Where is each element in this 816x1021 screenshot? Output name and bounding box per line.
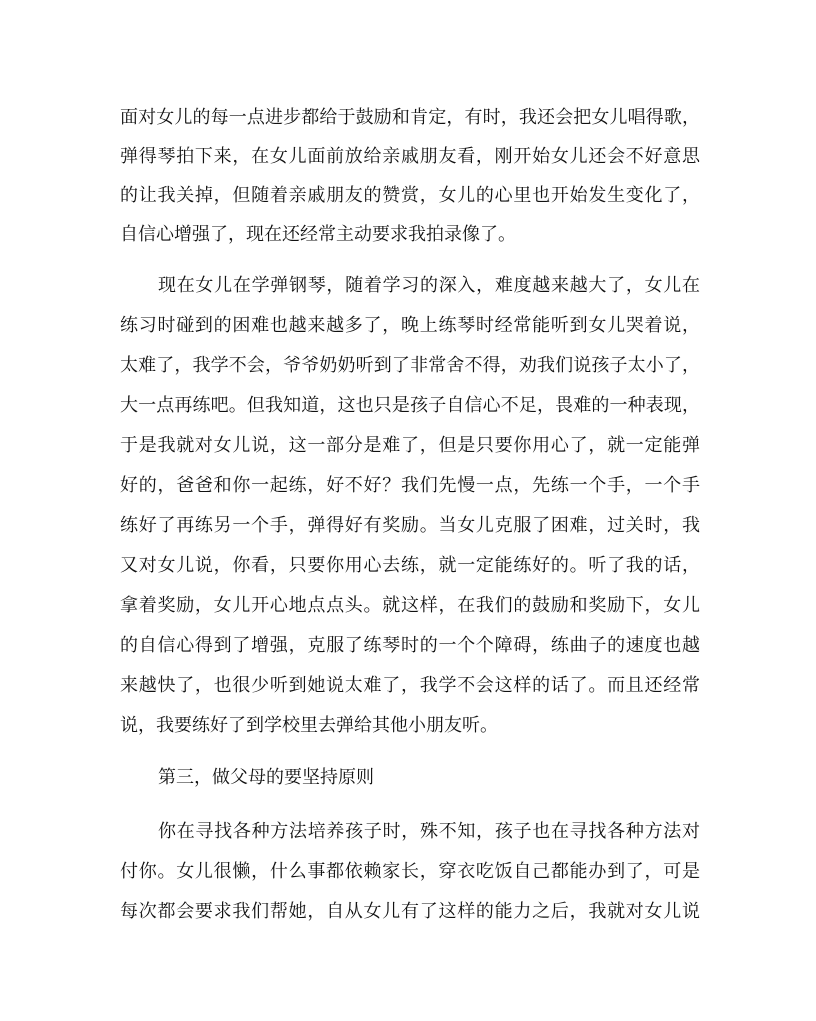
text-line: 练习时碰到的困难也越来越多了，晚上练琴时经常能听到女儿哭着说， (120, 315, 700, 336)
text-line: 付你。女儿很懒，什么事都依赖家长，穿衣吃饭自己都能办到了，可是 (120, 861, 700, 882)
text-line: 来越快了，也很少听到她说太难了，我学不会这样的话了。而且还经常 (120, 675, 700, 696)
text-line: 每次都会要求我们帮她，自从女儿有了这样的能力之后，我就对女儿说 (120, 901, 700, 922)
text-line: 太难了，我学不会，爷爷奶奶听到了非常舍不得，劝我们说孩子太小了， (120, 355, 700, 376)
text-line: 好的，爸爸和你一起练，好不好？我们先慢一点，先练一个手，一个手 (120, 475, 700, 496)
text-line: 于是我就对女儿说，这一部分是难了，但是只要你用心了，就一定能弹 (120, 435, 700, 456)
section-heading: 第三，做父母的要坚持原则 (158, 767, 374, 788)
text-line: 弹得琴拍下来，在女儿面前放给亲戚朋友看，刚开始女儿还会不好意思 (120, 146, 700, 167)
text-line: 面对女儿的每一点进步都给于鼓励和肯定，有时，我还会把女儿唱得歌， (120, 107, 700, 128)
text-line: 拿着奖励，女儿开心地点点头。就这样，在我们的鼓励和奖励下，女儿 (120, 595, 700, 616)
text-line: 自信心增强了，现在还经常主动要求我拍录像了。 (120, 224, 516, 245)
text-line: 你在寻找各种方法培养孩子时，殊不知，孩子也在寻找各种方法对 (158, 821, 700, 842)
text-line: 大一点再练吧。但我知道，这也只是孩子自信心不足，畏难的一种表现， (120, 395, 700, 416)
text-line: 的自信心得到了增强，克服了练琴时的一个个障碍，练曲子的速度也越 (120, 635, 700, 656)
text-line: 说，我要练好了到学校里去弹给其他小朋友听。 (120, 715, 498, 736)
text-line: 现在女儿在学弹钢琴，随着学习的深入，难度越来越大了，女儿在 (158, 275, 700, 296)
text-line: 的让我关掉，但随着亲戚朋友的赞赏，女儿的心里也开始发生变化了， (120, 185, 700, 206)
text-line: 又对女儿说，你看，只要你用心去练，就一定能练好的。听了我的话， (120, 555, 700, 576)
text-line: 练好了再练另一个手，弹得好有奖励。当女儿克服了困难，过关时，我 (120, 515, 700, 536)
